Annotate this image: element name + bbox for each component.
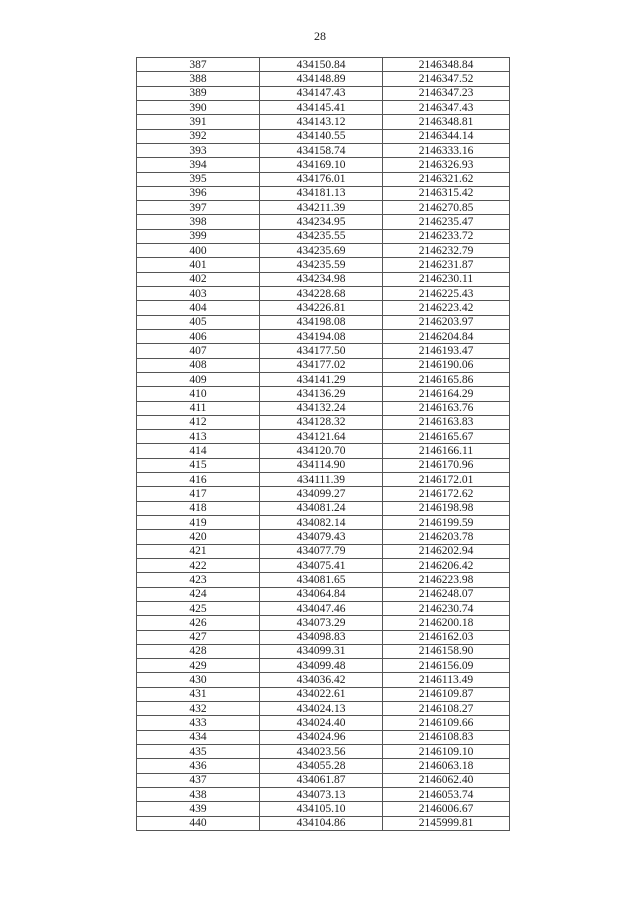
x-coordinate-cell: 434111.39 xyxy=(260,473,383,487)
x-coordinate-cell: 434114.90 xyxy=(260,458,383,472)
x-coordinate-cell: 434140.55 xyxy=(260,129,383,143)
y-coordinate-cell: 2146162.03 xyxy=(383,630,510,644)
x-coordinate-cell: 434105.10 xyxy=(260,802,383,816)
point-number-cell: 436 xyxy=(137,759,260,773)
point-number-cell: 398 xyxy=(137,215,260,229)
x-coordinate-cell: 434081.24 xyxy=(260,501,383,515)
x-coordinate-cell: 434169.10 xyxy=(260,158,383,172)
y-coordinate-cell: 2146193.47 xyxy=(383,344,510,358)
x-coordinate-cell: 434064.84 xyxy=(260,587,383,601)
x-coordinate-cell: 434024.96 xyxy=(260,730,383,744)
point-number-cell: 415 xyxy=(137,458,260,472)
x-coordinate-cell: 434099.31 xyxy=(260,644,383,658)
table-row xyxy=(137,229,510,243)
y-coordinate-cell: 2146348.84 xyxy=(383,58,510,72)
x-coordinate-cell: 434145.41 xyxy=(260,100,383,114)
table-row xyxy=(137,129,510,143)
table-row xyxy=(137,115,510,129)
table-row xyxy=(137,244,510,258)
point-number-cell: 413 xyxy=(137,430,260,444)
table-row xyxy=(137,544,510,558)
table-row xyxy=(137,816,510,830)
table-row xyxy=(137,401,510,415)
table-row xyxy=(137,759,510,773)
x-coordinate-cell: 434226.81 xyxy=(260,301,383,315)
x-coordinate-cell: 434104.86 xyxy=(260,816,383,830)
y-coordinate-cell: 2146163.83 xyxy=(383,415,510,429)
y-coordinate-cell: 2146344.14 xyxy=(383,129,510,143)
point-number-cell: 431 xyxy=(137,687,260,701)
table-row xyxy=(137,387,510,401)
x-coordinate-cell: 434198.08 xyxy=(260,315,383,329)
x-coordinate-cell: 434143.12 xyxy=(260,115,383,129)
point-number-cell: 408 xyxy=(137,358,260,372)
table-row xyxy=(137,444,510,458)
x-coordinate-cell: 434194.08 xyxy=(260,329,383,343)
table-row xyxy=(137,329,510,343)
y-coordinate-cell: 2146166.11 xyxy=(383,444,510,458)
table-row xyxy=(137,100,510,114)
x-coordinate-cell: 434075.41 xyxy=(260,558,383,572)
point-number-cell: 434 xyxy=(137,730,260,744)
table-row xyxy=(137,72,510,86)
y-coordinate-cell: 2146202.94 xyxy=(383,544,510,558)
table-row xyxy=(137,659,510,673)
table-row xyxy=(137,616,510,630)
y-coordinate-cell: 2146063.18 xyxy=(383,759,510,773)
point-number-cell: 424 xyxy=(137,587,260,601)
point-number-cell: 411 xyxy=(137,401,260,415)
y-coordinate-cell: 2146321.62 xyxy=(383,172,510,186)
y-coordinate-cell: 2146109.87 xyxy=(383,687,510,701)
x-coordinate-cell: 434082.14 xyxy=(260,516,383,530)
point-number-cell: 400 xyxy=(137,244,260,258)
y-coordinate-cell: 2146225.43 xyxy=(383,287,510,301)
table-row xyxy=(137,473,510,487)
x-coordinate-cell: 434181.13 xyxy=(260,186,383,200)
x-coordinate-cell: 434158.74 xyxy=(260,143,383,157)
y-coordinate-cell: 2146198.98 xyxy=(383,501,510,515)
x-coordinate-cell: 434147.43 xyxy=(260,86,383,100)
table-row xyxy=(137,644,510,658)
y-coordinate-cell: 2146172.62 xyxy=(383,487,510,501)
table-row xyxy=(137,315,510,329)
y-coordinate-cell: 2146203.78 xyxy=(383,530,510,544)
table-row xyxy=(137,215,510,229)
table-row xyxy=(137,730,510,744)
table-row xyxy=(137,773,510,787)
table-row xyxy=(137,587,510,601)
x-coordinate-cell: 434055.28 xyxy=(260,759,383,773)
y-coordinate-cell: 2146223.98 xyxy=(383,573,510,587)
table-row xyxy=(137,487,510,501)
x-coordinate-cell: 434234.95 xyxy=(260,215,383,229)
point-number-cell: 425 xyxy=(137,601,260,615)
x-coordinate-cell: 434073.13 xyxy=(260,787,383,801)
y-coordinate-cell: 2146230.11 xyxy=(383,272,510,286)
table-row xyxy=(137,802,510,816)
table-row xyxy=(137,516,510,530)
point-number-cell: 430 xyxy=(137,673,260,687)
y-coordinate-cell: 2146326.93 xyxy=(383,158,510,172)
point-number-cell: 421 xyxy=(137,544,260,558)
table-row xyxy=(137,272,510,286)
y-coordinate-cell: 2146203.97 xyxy=(383,315,510,329)
point-number-cell: 395 xyxy=(137,172,260,186)
y-coordinate-cell: 2146053.74 xyxy=(383,787,510,801)
x-coordinate-cell: 434141.29 xyxy=(260,372,383,386)
table-row xyxy=(137,630,510,644)
y-coordinate-cell: 2146206.42 xyxy=(383,558,510,572)
table-row xyxy=(137,530,510,544)
x-coordinate-cell: 434235.59 xyxy=(260,258,383,272)
point-number-cell: 419 xyxy=(137,516,260,530)
y-coordinate-cell: 2146348.81 xyxy=(383,115,510,129)
table-row xyxy=(137,787,510,801)
x-coordinate-cell: 434077.79 xyxy=(260,544,383,558)
x-coordinate-cell: 434081.65 xyxy=(260,573,383,587)
y-coordinate-cell: 2146006.67 xyxy=(383,802,510,816)
x-coordinate-cell: 434024.40 xyxy=(260,716,383,730)
point-number-cell: 403 xyxy=(137,287,260,301)
y-coordinate-cell: 2146108.27 xyxy=(383,702,510,716)
x-coordinate-cell: 434121.64 xyxy=(260,430,383,444)
table-row xyxy=(137,673,510,687)
x-coordinate-cell: 434073.29 xyxy=(260,616,383,630)
table-row xyxy=(137,415,510,429)
table-row xyxy=(137,158,510,172)
point-number-cell: 397 xyxy=(137,201,260,215)
x-coordinate-cell: 434099.48 xyxy=(260,659,383,673)
y-coordinate-cell: 2146163.76 xyxy=(383,401,510,415)
table-row xyxy=(137,702,510,716)
y-coordinate-cell: 2146347.23 xyxy=(383,86,510,100)
point-number-cell: 435 xyxy=(137,745,260,759)
x-coordinate-cell: 434228.68 xyxy=(260,287,383,301)
page-number: 28 xyxy=(314,29,326,43)
table-row xyxy=(137,143,510,157)
y-coordinate-cell: 2146164.29 xyxy=(383,387,510,401)
point-number-cell: 420 xyxy=(137,530,260,544)
y-coordinate-cell: 2146347.52 xyxy=(383,72,510,86)
x-coordinate-cell: 434024.13 xyxy=(260,702,383,716)
y-coordinate-cell: 2145999.81 xyxy=(383,816,510,830)
y-coordinate-cell: 2146204.84 xyxy=(383,329,510,343)
table-row xyxy=(137,172,510,186)
x-coordinate-cell: 434047.46 xyxy=(260,601,383,615)
table-row xyxy=(137,430,510,444)
point-number-cell: 427 xyxy=(137,630,260,644)
x-coordinate-cell: 434148.89 xyxy=(260,72,383,86)
y-coordinate-cell: 2146190.06 xyxy=(383,358,510,372)
x-coordinate-cell: 434234.98 xyxy=(260,272,383,286)
x-coordinate-cell: 434036.42 xyxy=(260,673,383,687)
x-coordinate-cell: 434177.50 xyxy=(260,344,383,358)
table-row xyxy=(137,201,510,215)
table-row xyxy=(137,86,510,100)
y-coordinate-cell: 2146109.10 xyxy=(383,745,510,759)
point-number-cell: 390 xyxy=(137,100,260,114)
y-coordinate-cell: 2146156.09 xyxy=(383,659,510,673)
y-coordinate-cell: 2146223.42 xyxy=(383,301,510,315)
x-coordinate-cell: 434099.27 xyxy=(260,487,383,501)
point-number-cell: 393 xyxy=(137,143,260,157)
y-coordinate-cell: 2146233.72 xyxy=(383,229,510,243)
y-coordinate-cell: 2146108.83 xyxy=(383,730,510,744)
point-number-cell: 438 xyxy=(137,787,260,801)
table-row xyxy=(137,716,510,730)
point-number-cell: 414 xyxy=(137,444,260,458)
y-coordinate-cell: 2146172.01 xyxy=(383,473,510,487)
y-coordinate-cell: 2146248.07 xyxy=(383,587,510,601)
point-number-cell: 410 xyxy=(137,387,260,401)
y-coordinate-cell: 2146200.18 xyxy=(383,616,510,630)
y-coordinate-cell: 2146235.47 xyxy=(383,215,510,229)
table-row xyxy=(137,458,510,472)
point-number-cell: 432 xyxy=(137,702,260,716)
point-number-cell: 439 xyxy=(137,802,260,816)
x-coordinate-cell: 434235.55 xyxy=(260,229,383,243)
table-row xyxy=(137,573,510,587)
point-number-cell: 396 xyxy=(137,186,260,200)
point-number-cell: 388 xyxy=(137,72,260,86)
y-coordinate-cell: 2146062.40 xyxy=(383,773,510,787)
point-number-cell: 426 xyxy=(137,616,260,630)
table-row xyxy=(137,344,510,358)
table-row xyxy=(137,501,510,515)
point-number-cell: 406 xyxy=(137,329,260,343)
point-number-cell: 392 xyxy=(137,129,260,143)
point-number-cell: 407 xyxy=(137,344,260,358)
point-number-cell: 404 xyxy=(137,301,260,315)
x-coordinate-cell: 434136.29 xyxy=(260,387,383,401)
x-coordinate-cell: 434128.32 xyxy=(260,415,383,429)
table-row xyxy=(137,358,510,372)
point-number-cell: 387 xyxy=(137,58,260,72)
point-number-cell: 409 xyxy=(137,372,260,386)
table-row xyxy=(137,287,510,301)
y-coordinate-cell: 2146113.49 xyxy=(383,673,510,687)
point-number-cell: 394 xyxy=(137,158,260,172)
x-coordinate-cell: 434132.24 xyxy=(260,401,383,415)
table-row xyxy=(137,258,510,272)
y-coordinate-cell: 2146347.43 xyxy=(383,100,510,114)
table-row xyxy=(137,186,510,200)
y-coordinate-cell: 2146199.59 xyxy=(383,516,510,530)
x-coordinate-cell: 434023.56 xyxy=(260,745,383,759)
x-coordinate-cell: 434176.01 xyxy=(260,172,383,186)
point-number-cell: 416 xyxy=(137,473,260,487)
table-row xyxy=(137,58,510,72)
x-coordinate-cell: 434211.39 xyxy=(260,201,383,215)
point-number-cell: 440 xyxy=(137,816,260,830)
point-number-cell: 428 xyxy=(137,644,260,658)
y-coordinate-cell: 2146158.90 xyxy=(383,644,510,658)
table-row xyxy=(137,558,510,572)
point-number-cell: 437 xyxy=(137,773,260,787)
table-row xyxy=(137,372,510,386)
x-coordinate-cell: 434177.02 xyxy=(260,358,383,372)
point-number-cell: 401 xyxy=(137,258,260,272)
y-coordinate-cell: 2146230.74 xyxy=(383,601,510,615)
point-number-cell: 389 xyxy=(137,86,260,100)
x-coordinate-cell: 434120.70 xyxy=(260,444,383,458)
point-number-cell: 402 xyxy=(137,272,260,286)
y-coordinate-cell: 2146109.66 xyxy=(383,716,510,730)
point-number-cell: 405 xyxy=(137,315,260,329)
x-coordinate-cell: 434098.83 xyxy=(260,630,383,644)
y-coordinate-cell: 2146232.79 xyxy=(383,244,510,258)
point-number-cell: 417 xyxy=(137,487,260,501)
table-row xyxy=(137,687,510,701)
point-number-cell: 391 xyxy=(137,115,260,129)
point-number-cell: 418 xyxy=(137,501,260,515)
table-row xyxy=(137,601,510,615)
x-coordinate-cell: 434235.69 xyxy=(260,244,383,258)
point-number-cell: 423 xyxy=(137,573,260,587)
y-coordinate-cell: 2146231.87 xyxy=(383,258,510,272)
table-row xyxy=(137,301,510,315)
x-coordinate-cell: 434022.61 xyxy=(260,687,383,701)
y-coordinate-cell: 2146165.86 xyxy=(383,372,510,386)
y-coordinate-cell: 2146315.42 xyxy=(383,186,510,200)
point-number-cell: 422 xyxy=(137,558,260,572)
y-coordinate-cell: 2146270.85 xyxy=(383,201,510,215)
x-coordinate-cell: 434079.43 xyxy=(260,530,383,544)
table-row xyxy=(137,745,510,759)
y-coordinate-cell: 2146165.67 xyxy=(383,430,510,444)
x-coordinate-cell: 434150.84 xyxy=(260,58,383,72)
point-number-cell: 433 xyxy=(137,716,260,730)
point-number-cell: 412 xyxy=(137,415,260,429)
coordinates-table xyxy=(136,57,510,831)
y-coordinate-cell: 2146170.96 xyxy=(383,458,510,472)
point-number-cell: 429 xyxy=(137,659,260,673)
x-coordinate-cell: 434061.87 xyxy=(260,773,383,787)
coordinates-table-body xyxy=(137,58,510,831)
y-coordinate-cell: 2146333.16 xyxy=(383,143,510,157)
point-number-cell: 399 xyxy=(137,229,260,243)
